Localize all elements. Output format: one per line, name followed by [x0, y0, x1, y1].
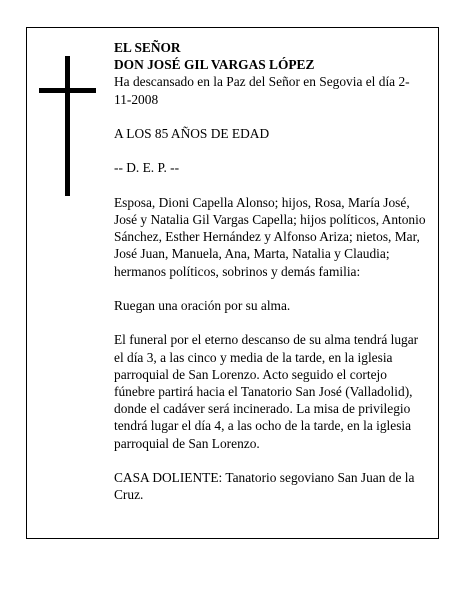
dep-line: -- D. E. P. --: [114, 160, 180, 176]
mourning-house: CASA DOLIENTE: Tanatorio segoviano San Juan de la Cruz.: [114, 469, 415, 503]
obituary-text: [114, 39, 426, 503]
rested-statement: Ha descansado en la Paz del Señor en Segovia el día 2-11-2008: [114, 74, 410, 107]
title-line-1: EL SEÑOR: [114, 40, 181, 55]
cross-vertical-bar: [65, 56, 70, 196]
family-list: Esposa, Dioni Capella Alonso; hijos, Rosa, María José, José y Natalia Gil Vargas Capella; hijos políticos, Antonio Sánchez, Esther Hernández y Alfonso Ariza; nietos, Mar, José Juan, Manuela, Ana, Marta, Natalia y Claudia; hermanos políticos, sobrinos y demás familia:: [114, 194, 426, 279]
deceased-name: DON JOSÉ GIL VARGAS LÓPEZ: [114, 57, 315, 73]
age-statement: A LOS 85 AÑOS DE EDAD: [114, 126, 270, 141]
prayer-request: Ruegan una oración por su alma.: [114, 297, 291, 313]
funeral-details: El funeral por el eterno descanso de su alma tendrá lugar el día 3, a las cinco y media de la tarde, en la iglesia parroquial de San Lorenzo. Acto seguido el cortejo fúnebre partirá hacia el Tanatorio San José (Valladolid), donde el cadáver será incinerado. La misa de privilegio tendrá lugar el día 4, a las ocho de la tarde, en la iglesia parroquial de San Lorenzo.: [114, 332, 419, 451]
cross-horizontal-bar: [39, 88, 96, 93]
